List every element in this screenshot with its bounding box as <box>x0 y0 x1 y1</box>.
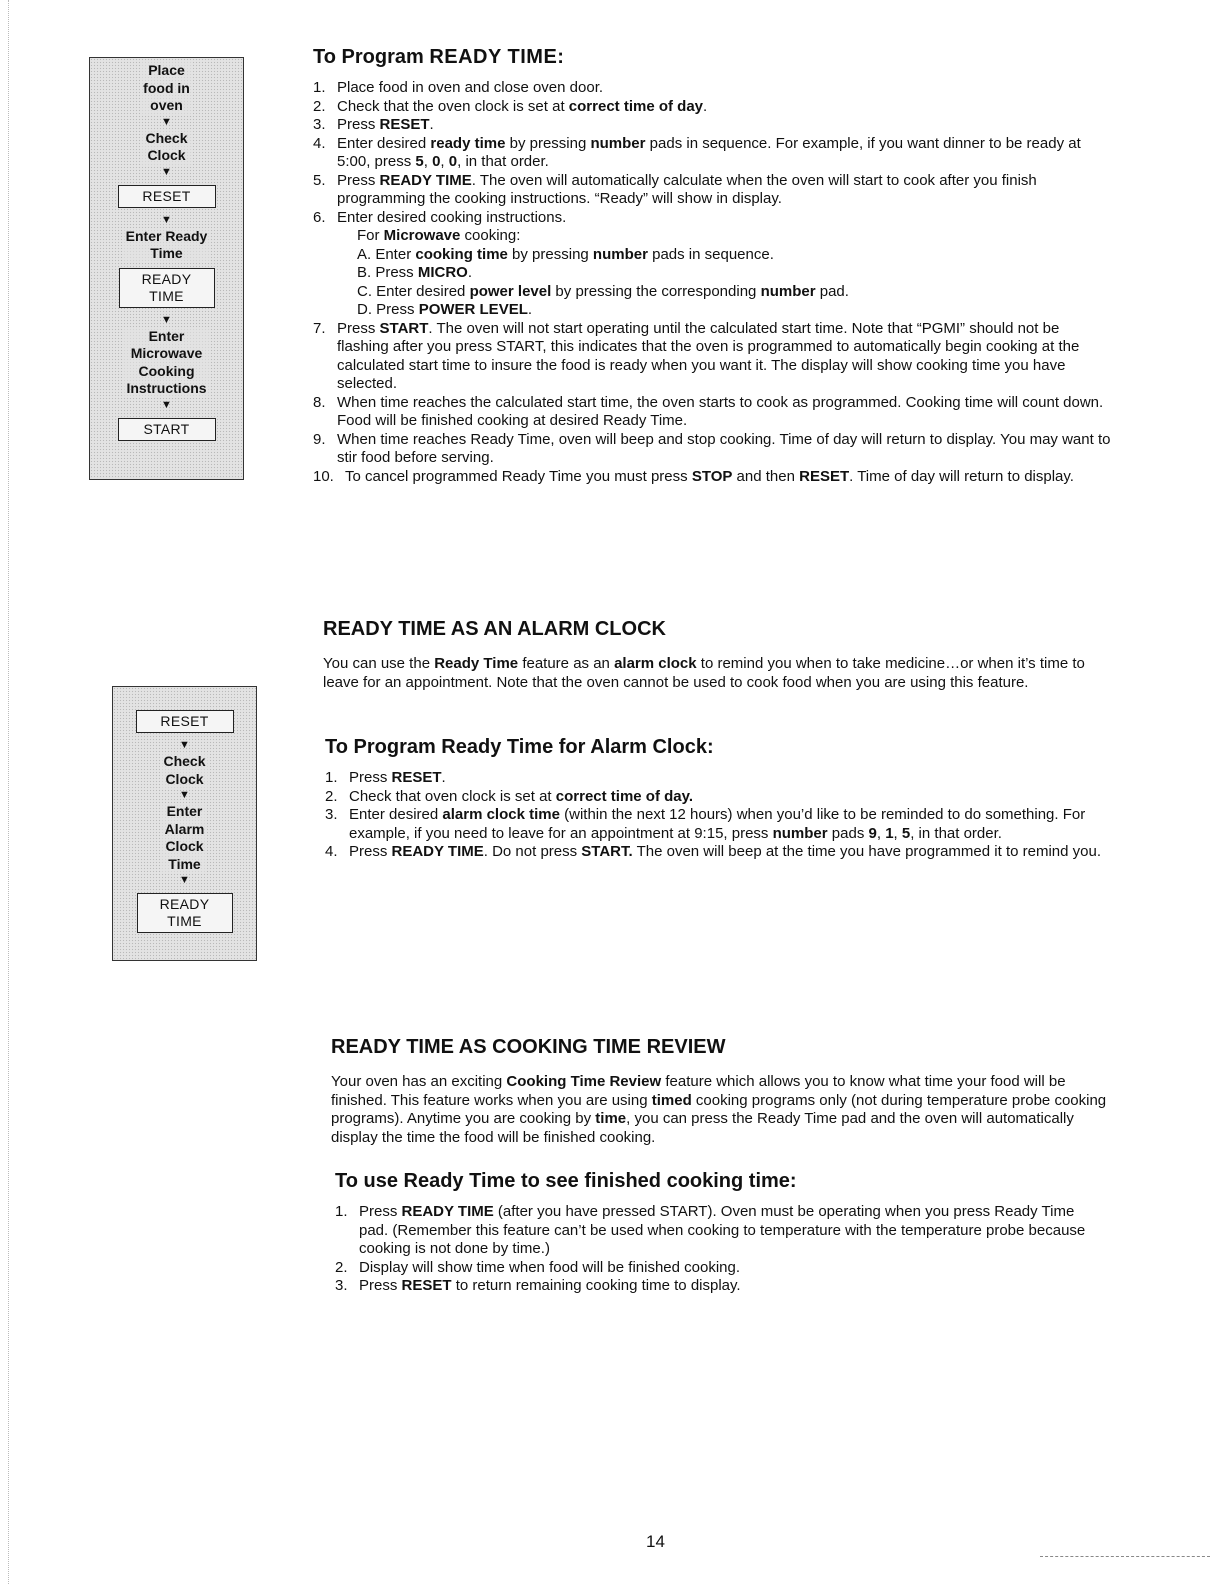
step-list <box>313 79 1113 486</box>
flow-step-label: Enter Ready Time <box>123 228 211 263</box>
flow-arrow-down-icon: ▼ <box>161 213 172 226</box>
cooking-review-section <box>331 1036 1123 1147</box>
step-list <box>325 769 1120 862</box>
section-paragraph <box>331 1073 1123 1147</box>
text-run: Press <box>337 116 380 133</box>
text-run: The oven will beep at the time you have programmed it to remind you. <box>632 843 1101 860</box>
step-item <box>313 320 1113 394</box>
bold-term: 1 <box>885 824 894 842</box>
text-run: D. Press <box>357 301 419 318</box>
step-number: 9. <box>313 430 326 448</box>
text-run: C. Enter desired <box>357 282 470 300</box>
flow-key-reset: RESET <box>118 185 216 208</box>
text-run: Enter desired <box>349 806 443 823</box>
bold-term: RESET <box>391 769 442 786</box>
bold-term: READY TIME <box>379 171 472 189</box>
text-run: Your oven has an exciting <box>331 1073 507 1090</box>
ready-time-flow-panel <box>89 57 244 480</box>
flow-key-ready-time: READY TIME <box>137 893 233 933</box>
section-heading <box>331 1036 1123 1059</box>
step-item <box>335 1203 1095 1259</box>
text-run: cooking programs only (not during temperature probe cooking programs). Anytime you are cooking by <box>331 1091 1107 1127</box>
bold-term: cooking time <box>415 245 508 263</box>
step-item <box>313 209 1113 320</box>
step-number: 2. <box>325 787 338 805</box>
text-run: pads in sequence. <box>647 245 774 263</box>
text-run: For <box>357 227 384 244</box>
flow-arrow-down-icon: ▼ <box>161 398 172 411</box>
text-run: Enter desired cooking instructions. <box>337 208 567 226</box>
text-run: READY TIME AS AN ALARM CLOCK <box>323 618 666 640</box>
sub-step-list <box>337 227 1113 320</box>
bold-term: RESET <box>799 467 850 485</box>
sub-step-item <box>357 301 1113 320</box>
flow-key-start: START <box>118 418 216 441</box>
bold-term: RESET <box>401 1277 452 1294</box>
flow-step-label: Enter Microwave Cooking Instructions <box>123 328 209 398</box>
bold-term: correct time of day. <box>555 787 694 805</box>
text-run: (within the next 12 hours) when you’d like to be reminded to do something. For example, if you need to leave for an appointment at 9:15, press <box>349 806 1086 842</box>
step-number: 2. <box>313 97 326 115</box>
text-run: by pressing the corresponding <box>551 282 761 300</box>
step-number: 3. <box>313 116 326 133</box>
step-item <box>335 1277 1095 1296</box>
text-run: , <box>893 824 902 842</box>
text-run: , <box>423 153 433 170</box>
flow-step-label: Enter Alarm Clock Time <box>162 803 208 873</box>
text-run: When time reaches Ready Time, oven will beep and stop cooking. Time of day will return to display. You may want to stir food before serving. <box>337 430 1111 466</box>
text-run: and then <box>732 467 800 485</box>
alarm-clock-flow-panel <box>112 686 257 961</box>
bold-term: READY TIME <box>391 843 484 860</box>
text-run: Press <box>337 319 380 337</box>
text-run: . <box>703 97 708 115</box>
step-item <box>313 98 1113 117</box>
text-run: to return remaining cooking time to display. <box>451 1277 741 1294</box>
text-run: feature which allows you to know what time your food will be finished. This feature works when you are using <box>331 1073 1066 1109</box>
text-run: by pressing <box>505 134 591 152</box>
bold-term: number <box>592 245 648 263</box>
text-run: , <box>440 153 449 170</box>
flow-arrow-down-icon: ▼ <box>161 313 172 326</box>
step-list <box>335 1203 1095 1296</box>
bold-term: STOP <box>691 467 733 485</box>
step-number: 2. <box>335 1258 348 1276</box>
bold-term: 0 <box>432 153 441 170</box>
text-run: , <box>876 824 886 842</box>
step-number: 8. <box>313 393 326 411</box>
bold-term: alarm clock <box>614 655 697 672</box>
section-heading <box>323 618 1113 641</box>
step-item <box>313 431 1113 468</box>
flow-arrow-down-icon: ▼ <box>161 165 172 178</box>
bold-term: POWER LEVEL <box>418 301 528 318</box>
step-item <box>325 769 1120 788</box>
text-run: Place food in oven and close oven door. <box>337 79 604 96</box>
bold-term: Microwave <box>383 227 461 244</box>
text-run: . The oven will not start operating until the calculated start time. Note that “PGMI” should not be flashing after you press START, this indicates that the oven is programmed to automatically begin cooking at the calculated start time to insure the food is ready when you want it. The display will show cooking time you have selected. <box>337 319 1080 392</box>
step-number: 1. <box>335 1203 348 1220</box>
text-run: pads in sequence. For example, if you want dinner to be ready at 5:00, press <box>337 134 1081 170</box>
text-run: . Time of day will return to display. <box>849 467 1074 485</box>
text-run: Press <box>349 843 392 860</box>
bold-term: alarm clock time <box>442 806 560 823</box>
program-alarm-section <box>325 736 1120 862</box>
bold-term: START <box>379 319 429 337</box>
step-number: 6. <box>313 208 326 226</box>
text-run: . <box>467 264 473 281</box>
flow-key-ready-time: READY TIME <box>119 268 215 308</box>
step-item <box>313 79 1113 98</box>
program-ready-time-section <box>313 46 1113 486</box>
step-item <box>313 394 1113 431</box>
step-item <box>325 843 1120 862</box>
text-run: cooking: <box>460 227 521 244</box>
text-run: B. Press <box>357 264 418 281</box>
step-number: 4. <box>325 843 338 860</box>
sub-step-item <box>357 283 1113 302</box>
text-run: READY TIME: <box>429 46 565 68</box>
bold-term: number <box>772 824 828 842</box>
text-run: , you can press the Ready Time pad and the oven will automatically display the time the food will be finished cooking. <box>331 1110 1074 1146</box>
section-heading <box>335 1170 1095 1193</box>
bold-term: power level <box>469 282 552 300</box>
step-number: 10. <box>313 467 334 485</box>
text-run: Press <box>359 1277 402 1294</box>
alarm-clock-section <box>323 618 1113 692</box>
page-edge-bottom <box>1040 1556 1210 1557</box>
step-number: 1. <box>325 769 338 786</box>
bold-term: time <box>595 1110 627 1127</box>
step-number: 1. <box>313 79 326 96</box>
step-item <box>313 172 1113 209</box>
bold-term: timed <box>651 1091 692 1109</box>
flow-arrow-down-icon: ▼ <box>179 789 190 801</box>
bold-term: 9 <box>868 824 877 842</box>
bold-term: number <box>590 134 646 152</box>
text-run: pads <box>827 824 869 842</box>
step-number: 5. <box>313 171 326 189</box>
bold-term: correct time of day <box>568 97 704 115</box>
step-item <box>313 468 1113 487</box>
bold-term: 5 <box>415 153 424 170</box>
text-run: READY TIME AS COOKING TIME REVIEW <box>331 1036 726 1058</box>
page-number: 14 <box>646 1532 665 1551</box>
text-run: Check that oven clock is set at <box>349 787 556 805</box>
text-run: Press <box>349 769 392 786</box>
page-edge-left <box>8 0 9 1584</box>
text-run: . <box>527 301 533 318</box>
flow-arrow-down-icon: ▼ <box>179 874 190 886</box>
section-heading <box>313 46 1113 69</box>
text-run: (after you have pressed START). Oven must be operating when you press Ready Time pad. (Remember this feature can’t be used when cooking to temperature with the temperature probe because cooking is not done by time.) <box>359 1203 1086 1257</box>
text-run: To Program <box>313 46 430 68</box>
step-item <box>325 806 1120 843</box>
text-run: by pressing <box>507 245 593 263</box>
bold-term: 5 <box>901 824 911 842</box>
step-item <box>313 116 1113 135</box>
text-run: pad. <box>815 282 849 300</box>
step-number: 7. <box>313 319 326 337</box>
flow-arrow-down-icon: ▼ <box>161 115 172 128</box>
text-run: , in that order. <box>457 153 549 170</box>
bold-term: 0 <box>448 153 458 170</box>
bold-term: number <box>760 282 816 300</box>
sub-step-intro <box>357 227 1113 246</box>
see-finished-time-section <box>335 1170 1095 1296</box>
text-run: feature as an <box>518 655 615 672</box>
flow-step-label: Check Clock <box>160 753 208 788</box>
bold-term: READY TIME <box>401 1203 494 1220</box>
flow-key-reset: RESET <box>136 710 234 733</box>
flow-step-label: Check Clock <box>142 130 190 165</box>
step-item <box>313 135 1113 172</box>
step-number: 3. <box>335 1277 348 1294</box>
bold-term: ready time <box>430 134 506 152</box>
text-run: . The oven will automatically calculate when the oven will start to cook after you finish programming the cooking instructions. “Ready” will show in display. <box>337 171 1037 207</box>
text-run: To cancel programmed Ready Time you must press <box>345 467 692 485</box>
bold-term: Ready Time <box>434 655 519 672</box>
text-run: Check that the oven clock is set at <box>337 97 569 115</box>
text-run: , in that order. <box>910 824 1002 842</box>
text-run: . Do not press <box>483 843 582 860</box>
text-run: You can use the <box>323 655 435 672</box>
text-run: To Program Ready Time for Alarm Clock: <box>325 736 714 758</box>
flow-step-label: Place food in oven <box>140 62 193 115</box>
bold-term: MICRO <box>417 264 468 281</box>
sub-step-item <box>357 264 1113 283</box>
section-heading <box>325 736 1120 759</box>
sub-step-item <box>357 246 1113 265</box>
text-run: to remind you when to take medicine…or when it’s time to leave for an appointment. Note that the oven cannot be used to cook food when you are using this feature. <box>323 655 1085 691</box>
bold-term: START. <box>581 843 633 860</box>
bold-term: Cooking Time Review <box>506 1073 662 1090</box>
text-run: . <box>429 116 434 133</box>
step-number: 3. <box>325 806 338 823</box>
text-run: To use Ready Time to see finished cooking time: <box>335 1170 797 1192</box>
text-run: When time reaches the calculated start time, the oven starts to cook as programmed. Cooking time will count down. Food will be finished cooking at desired Ready Time. <box>337 393 1104 429</box>
text-run: A. Enter <box>357 245 416 263</box>
step-item <box>325 788 1120 807</box>
text-run: Enter desired <box>337 134 431 152</box>
text-run: . <box>441 769 446 786</box>
text-run: Display will show time when food will be finished cooking. <box>359 1258 741 1276</box>
bold-term: RESET <box>379 116 430 133</box>
flow-arrow-down-icon: ▼ <box>179 739 190 751</box>
text-run: Press <box>359 1203 402 1220</box>
step-number: 4. <box>313 134 326 152</box>
text-run: Press <box>337 171 380 189</box>
step-item <box>335 1259 1095 1278</box>
section-paragraph <box>323 655 1113 692</box>
